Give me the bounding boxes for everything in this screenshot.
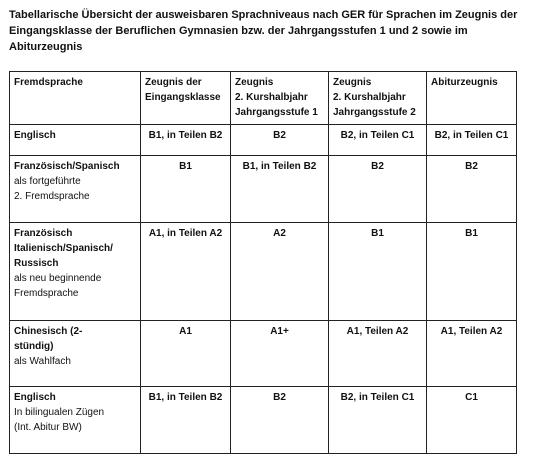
level-cell: B2 [231, 125, 329, 156]
language-name: stündig) [14, 341, 54, 352]
header-abiturzeugnis [427, 72, 517, 125]
language-note: Fremdsprache [14, 288, 79, 299]
level-cell: A1+ [231, 321, 329, 387]
level-cell: B2, in Teilen C1 [329, 387, 427, 454]
level-cell: B2 [329, 156, 427, 223]
table-row [10, 321, 517, 387]
level-cell: C1 [427, 387, 517, 454]
language-name: Italienisch/Spanisch/ [14, 243, 113, 254]
header-line: Zeugnis [333, 77, 372, 88]
language-note: 2. Fremdsprache [14, 191, 90, 202]
level-cell: A1, Teilen A2 [329, 321, 427, 387]
level-cell: B2, in Teilen C1 [329, 125, 427, 156]
header-line: Abiturzeugnis [431, 77, 498, 88]
language-name: Russisch [14, 258, 59, 269]
language-note: als neu beginnende [14, 273, 102, 284]
level-cell: A1, Teilen A2 [427, 321, 517, 387]
document-title: Tabellarische Übersicht der ausweisbaren Sprachniveaus nach GER für Sprachen im Zeugnis der Eingangsklasse der Beruflichen Gymnasien bzw. der Jahrgangsstufen 1 und 2 sowie im Abiturzeugnis [9, 9, 518, 53]
header-line: Jahrgangsstufe 1 [235, 107, 318, 118]
level-cell: B2, in Teilen C1 [427, 125, 517, 156]
level-cell: A1 [141, 321, 231, 387]
level-cell: B2 [427, 156, 517, 223]
table-row [10, 156, 517, 223]
level-cell: A2 [231, 223, 329, 321]
language-cell [10, 156, 141, 223]
header-jahrgangsstufe-2 [329, 72, 427, 125]
level-cell: B1, in Teilen B2 [231, 156, 329, 223]
table-header-row [10, 72, 517, 125]
language-name: Englisch [14, 392, 56, 403]
language-note: als Wahlfach [14, 356, 71, 367]
table-row [10, 223, 517, 321]
header-line: Jahrgangsstufe 2 [333, 107, 416, 118]
language-cell [10, 125, 141, 156]
header-line: Zeugnis [235, 77, 274, 88]
level-cell: B1 [427, 223, 517, 321]
level-cell: B1, in Teilen B2 [141, 125, 231, 156]
language-note: In bilingualen Zügen [14, 407, 105, 418]
language-name: Französisch/Spanisch [14, 161, 120, 172]
language-cell [10, 387, 141, 454]
language-cell [10, 321, 141, 387]
table-row [10, 387, 517, 454]
level-cell: A1, in Teilen A2 [141, 223, 231, 321]
language-name: Englisch [14, 130, 56, 141]
level-cell: B2 [231, 387, 329, 454]
language-name: Chinesisch (2- [14, 326, 83, 337]
language-name: Französisch [14, 228, 73, 239]
language-note: als fortgeführte [14, 176, 81, 187]
level-cell: B1 [329, 223, 427, 321]
header-eingangsklasse [141, 72, 231, 125]
header-line: Fremdsprache [14, 77, 83, 88]
header-line: Zeugnis der [145, 77, 202, 88]
level-cell: B1 [141, 156, 231, 223]
level-cell: B1, in Teilen B2 [141, 387, 231, 454]
language-note: (Int. Abitur BW) [14, 422, 82, 433]
header-fremdsprache [10, 72, 141, 125]
header-jahrgangsstufe-1 [231, 72, 329, 125]
header-line: 2. Kurshalbjahr [333, 92, 406, 103]
language-levels-table [9, 71, 517, 454]
header-line: 2. Kurshalbjahr [235, 92, 308, 103]
language-cell [10, 223, 141, 321]
table-row [10, 125, 517, 156]
header-line: Eingangsklasse [145, 92, 221, 103]
